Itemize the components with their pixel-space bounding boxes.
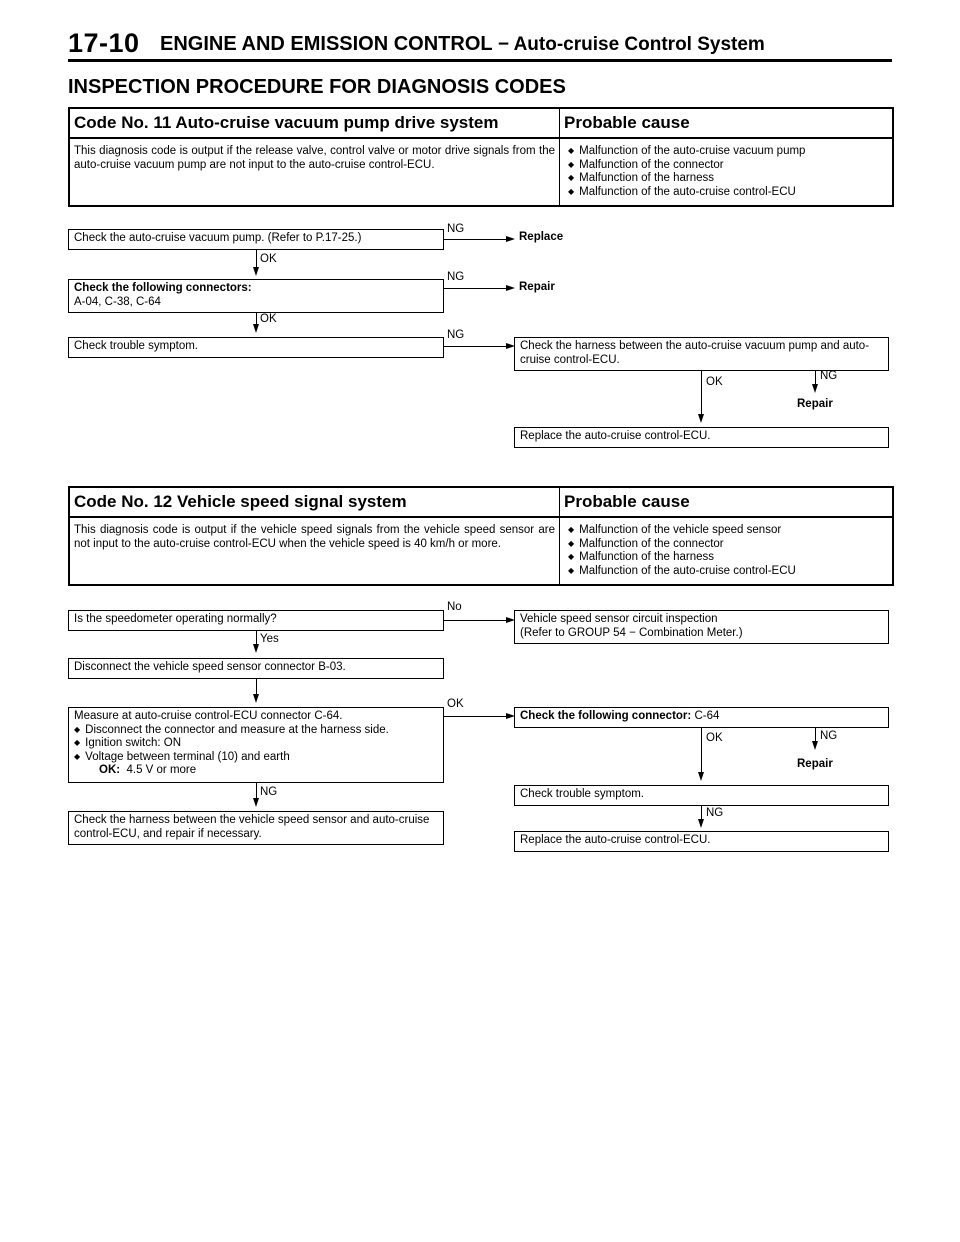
code12-step1-no-box xyxy=(514,610,889,644)
code12-step3-box xyxy=(68,707,444,783)
code11-step3-ng-label: NG xyxy=(447,329,465,341)
cause-item: ◆ Malfunction of the auto-cruise control-ECU xyxy=(568,565,888,579)
code12-description: This diagnosis code is output if the vehicle speed signals from the vehicle speed sensor are not input to the auto-cruise control-ECU when the vehicle speed is 40 km/h or more. xyxy=(70,518,560,584)
code12-step3-ok-criteria-value: 4.5 V or more xyxy=(126,764,197,776)
code12-step3-ok-criteria-label: OK: xyxy=(99,764,121,776)
code12-step5-box: Check trouble symptom. xyxy=(514,785,889,806)
code12-step1-box: Is the speedometer operating normally? xyxy=(68,610,444,631)
code11-step3-box: Check trouble symptom. xyxy=(68,337,444,358)
arrow-right-icon xyxy=(506,285,515,291)
code11-table xyxy=(68,107,894,207)
code11-step2-box xyxy=(68,279,444,313)
connector-line xyxy=(256,679,257,695)
code11-step4-box: Check the harness between the auto-cruise vacuum pump and auto-cruise control-ECU. xyxy=(514,337,889,371)
code12-step1-yes-label: Yes xyxy=(260,633,279,645)
arrow-down-icon xyxy=(253,798,259,807)
code12-step1-no-action-line1: Vehicle speed sensor circuit inspection xyxy=(520,613,718,625)
code12-step4-title: Check the following connector: xyxy=(520,710,692,722)
code11-step2-ng-action: Repair xyxy=(519,281,555,293)
arrow-down-icon xyxy=(812,741,818,750)
code12-step6-box: Replace the auto-cruise control-ECU. xyxy=(514,831,889,852)
page-number: 17-10 xyxy=(68,28,140,58)
code11-causes xyxy=(560,139,892,205)
connector-line xyxy=(701,806,702,820)
header-subtitle: Auto-cruise Control System xyxy=(513,34,765,55)
connector-line xyxy=(444,239,508,240)
connector-line xyxy=(444,716,508,717)
arrow-down-icon xyxy=(698,772,704,781)
arrow-down-icon xyxy=(253,267,259,276)
connector-line xyxy=(256,783,257,799)
connector-line xyxy=(701,371,702,415)
code12-table-header xyxy=(70,488,892,518)
cause-item: ◆ Malfunction of the connector xyxy=(568,159,888,173)
code11-step2-ng-label: NG xyxy=(447,271,465,283)
connector-line xyxy=(701,728,702,773)
connector-line xyxy=(444,346,508,347)
code11-cause-heading: Probable cause xyxy=(564,113,690,132)
arrow-down-icon xyxy=(253,644,259,653)
code12-step4-detail: C-64 xyxy=(694,710,720,722)
step3-item: ◆ Voltage between terminal (10) and earth xyxy=(74,751,438,765)
code11-step2-detail: A-04, C-38, C-64 xyxy=(74,295,161,308)
code12-step4-ng-action: Repair xyxy=(797,758,833,770)
code11-step2-title: Check the following connectors: xyxy=(74,282,252,294)
code12-step3-ok-criteria xyxy=(74,764,438,778)
code12-step1-no-action-line2: (Refer to GROUP 54 − Combination Meter.) xyxy=(520,626,743,639)
code11-table-header xyxy=(70,109,892,139)
code12-step5-ng-label: NG xyxy=(706,807,724,819)
code11-step1-box: Check the auto-cruise vacuum pump. (Refer to P.17-25.) xyxy=(68,229,444,250)
code12-step3-title: Measure at auto-cruise control-ECU connector C-64. xyxy=(74,710,343,722)
arrow-down-icon xyxy=(812,384,818,393)
code12-causes xyxy=(560,518,892,584)
arrow-down-icon xyxy=(698,414,704,423)
code12-step1-no-label: No xyxy=(447,601,462,613)
step3-item: ◆ Disconnect the connector and measure at the harness side. xyxy=(74,724,438,738)
connector-line xyxy=(444,620,508,621)
arrow-right-icon xyxy=(506,236,515,242)
cause-item: ◆ Malfunction of the harness xyxy=(568,172,888,186)
code11-step1-ng-label: NG xyxy=(447,223,465,235)
code11-heading: Code No. 11 Auto-cruise vacuum pump drive system xyxy=(70,109,560,137)
section-title: INSPECTION PROCEDURE FOR DIAGNOSIS CODES xyxy=(68,76,566,98)
code12-step3-ng-label: NG xyxy=(260,786,278,798)
code12-cause-heading: Probable cause xyxy=(564,492,690,511)
code11-step2-ok-label: OK xyxy=(260,313,277,325)
code11-step1-ng-action: Replace xyxy=(519,231,564,243)
arrow-down-icon xyxy=(698,819,704,828)
code12-table-body xyxy=(70,518,892,584)
connector-line xyxy=(444,288,508,289)
code12-step4-ok-label: OK xyxy=(706,732,723,744)
code12-step4-box xyxy=(514,707,889,728)
cause-item: ◆ Malfunction of the harness xyxy=(568,551,888,565)
page-header-title xyxy=(160,33,765,56)
code12-step3-ok-label: OK xyxy=(447,698,464,710)
code11-description: This diagnosis code is output if the release valve, control valve or motor drive signals from the auto-cruise vacuum pump are not input to the auto-cruise control-ECU. xyxy=(70,139,560,205)
header-rule xyxy=(68,59,892,62)
cause-item: ◆ Malfunction of the connector xyxy=(568,538,888,552)
code11-table-body xyxy=(70,139,892,205)
step3-item: ◆ Ignition switch: ON xyxy=(74,737,438,751)
header-title: ENGINE AND EMISSION CONTROL xyxy=(160,33,493,55)
code11-step4-ng-label: NG xyxy=(820,370,838,382)
connector-line xyxy=(256,631,257,645)
cause-item: ◆ Malfunction of the auto-cruise vacuum pump xyxy=(568,145,888,159)
connector-line xyxy=(815,728,816,742)
code11-step4-ng-action: Repair xyxy=(797,398,833,410)
code12-table xyxy=(68,486,894,586)
connector-line xyxy=(256,250,257,268)
code12-step7-box: Check the harness between the vehicle speed sensor and auto-cruise control-ECU, and repair if necessary. xyxy=(68,811,444,845)
code12-heading: Code No. 12 Vehicle speed signal system xyxy=(70,488,560,516)
code12-step2-box: Disconnect the vehicle speed sensor connector B-03. xyxy=(68,658,444,679)
code12-step4-ng-label: NG xyxy=(820,730,838,742)
code11-step1-ok-label: OK xyxy=(260,253,277,265)
header-separator: − xyxy=(492,34,514,55)
code11-step5-box: Replace the auto-cruise control-ECU. xyxy=(514,427,889,448)
cause-item: ◆ Malfunction of the auto-cruise control-ECU xyxy=(568,186,888,200)
cause-item: ◆ Malfunction of the vehicle speed sensor xyxy=(568,524,888,538)
arrow-down-icon xyxy=(253,324,259,333)
connector-line xyxy=(815,371,816,385)
arrow-down-icon xyxy=(253,694,259,703)
code11-step4-ok-label: OK xyxy=(706,376,723,388)
